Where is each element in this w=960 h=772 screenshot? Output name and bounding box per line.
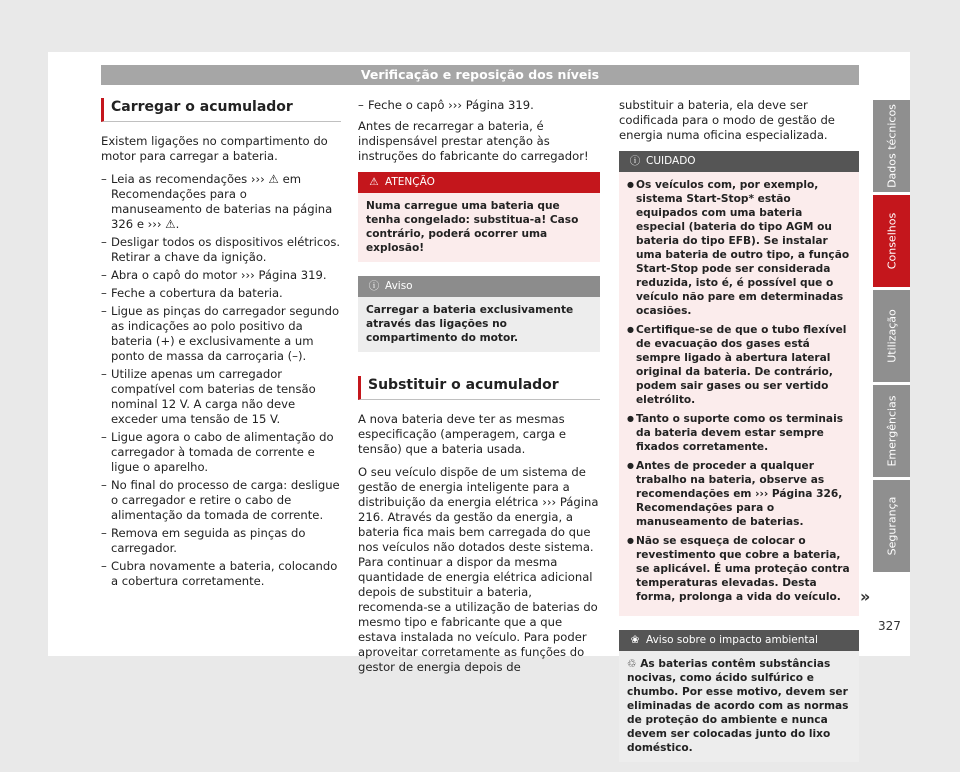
continue-mark: » (860, 587, 871, 606)
chapter-tabs (873, 100, 910, 575)
list-item: – Ligue as pinças do carregador segundo as indicações ao polo positivo da bateria (+) e exclusivamente a um ponto de massa da carroçaria (–). (101, 304, 341, 364)
caution-item: ● Antes de proceder a qualquer trabalho na bateria, observe as recomendações em ››› Página 326, Recomendações para o manuseamento de baterias. (627, 459, 851, 529)
intro-text: Existem ligações no compartimento do motor para carregar a bateria. (101, 134, 328, 163)
section-title-replace: Substituir o acumulador (358, 376, 600, 400)
caution-item: ● Certifique-se de que o tubo flexível de evacuação dos gases está sempre ligado à abertura lateral original da bateria. De contrário, podem sair gases ou ser vertido eletrólito. (627, 323, 851, 407)
caution-box (619, 151, 859, 616)
list-item: – Remova em seguida as pinças do carregador. (101, 526, 341, 556)
notice-header (358, 276, 600, 297)
tab-label: Conselhos (885, 212, 898, 270)
list-item: – Abra o capô do motor ››› Página 319. (101, 268, 341, 283)
column-1 (101, 98, 341, 592)
list-item: – Feche a cobertura da bateria. (101, 286, 341, 301)
caution-title: CUIDADO (646, 155, 696, 167)
column-3 (619, 98, 859, 772)
page-number: 327 (878, 619, 901, 633)
caution-item: ● Os veículos com, por exemplo, sistema Start-Stop* estão equipados com uma bateria especial (bateria do tipo AGM ou bateria do tipo EFB). Se instalar uma bateria de outro tipo, a função Start-Stop pode ser considerada reduzida, isto é, é possível que o veículo não pare em determinadas ocasiões. (627, 178, 851, 318)
caution-item: ● Não se esqueça de colocar o revestimento que cobre a bateria, se aplicável. É uma proteção contra temperaturas elevadas. Desta forma, prolonga a vida do veículo. (627, 534, 851, 604)
caution-icon: ⓘ (629, 155, 641, 167)
column-2 (358, 98, 600, 683)
section-title-charge: Carregar o acumulador (101, 98, 341, 122)
tab-label: Utilização (885, 309, 898, 363)
list-item: – Cubra novamente a bateria, colocando a cobertura corretamente. (101, 559, 341, 589)
environment-text (619, 651, 859, 762)
info-icon: ⓘ (368, 280, 380, 292)
tab-emergencias[interactable] (873, 385, 910, 477)
list-item: – Feche o capô ››› Página 319. (358, 98, 600, 113)
caution-header (619, 151, 859, 172)
list-item: – Leia as recomendações ››› ⚠ em Recomendações para o manuseamento de baterias na página 326 e ››› ⚠. (101, 172, 341, 232)
tab-utilizacao[interactable] (873, 290, 910, 382)
environment-header (619, 630, 859, 651)
tab-label: Segurança (885, 496, 898, 556)
tab-label: Dados técnicos (885, 104, 898, 188)
paragraph: O seu veículo dispõe de um sistema de gestão de energia inteligente para a distribuição da energia elétrica ››› Página 216. Através da gestão da energia, a bateria fica mais bem carregada do que nos veículos não dotados deste sistema. Para continuar a dispor da mesma quantidade de energia elétrica adicional depois de substituir a bateria, recomenda-se a utilização de baterias do mesmo tipo e fabricante que a que estava instalada no veículo. Para poder aproveitar corretamente as funções do gestor de energia depois de (358, 465, 599, 674)
recycle-icon: ♲ (627, 658, 641, 670)
paragraph: substituir a bateria, ela deve ser codificada para o modo de gestão de energia numa oficina especializada. (619, 98, 835, 142)
warning-header (358, 172, 600, 193)
tab-seguranca[interactable] (873, 480, 910, 572)
environment-box (619, 630, 859, 762)
tab-conselhos[interactable] (873, 195, 910, 287)
warning-text: Numa carregue uma bateria que tenha congelado: substitua-a! Caso contrário, poderá ocorrer uma explosão! (366, 200, 579, 254)
environment-title: Aviso sobre o impacto ambiental (646, 634, 818, 646)
caution-body (619, 172, 859, 616)
leaf-icon: ❀ (630, 634, 640, 646)
paragraph: A nova bateria deve ter as mesmas especificação (amperagem, carga e tensão) que a bateria usada. (358, 412, 567, 456)
list-item: – No final do processo de carga: desligue o carregador e retire o cabo de alimentação da tomada de corrente. (101, 478, 341, 523)
notice-box (358, 276, 600, 352)
list-item: – Desligar todos os dispositivos elétricos. Retirar a chave da ignição. (101, 235, 341, 265)
list-item: – Ligue agora o cabo de alimentação do carregador à tomada de corrente e ligue o aparelho. (101, 430, 341, 475)
warning-title: ATENÇÃO (385, 176, 435, 188)
list-item: – Utilize apenas um carregador compatível com baterias de tensão nominal 12 V. A carga não deve exceder uma tensão de 15 V. (101, 367, 341, 427)
tab-label: Emergências (885, 395, 898, 467)
page-header: Verificação e reposição dos níveis (101, 65, 859, 85)
notice-text: Carregar a bateria exclusivamente através das ligações no compartimento do motor. (366, 304, 574, 344)
environment-text-body: As baterias contêm substâncias nocivas, como ácido sulfúrico e chumbo. Por esse motivo, devem ser eliminadas de acordo com as normas de proteção do ambiente e nunca devem ser colocadas junto do lixo doméstico. (627, 658, 849, 754)
warning-box (358, 172, 600, 262)
tab-dados-tecnicos[interactable] (873, 100, 910, 192)
warning-icon: ⚠ (369, 176, 379, 188)
caution-item: ● Tanto o suporte como os terminais da bateria devem estar sempre fixados corretamente. (627, 412, 851, 454)
notice-title: Aviso (385, 280, 413, 292)
paragraph: Antes de recarregar a bateria, é indispensável prestar atenção às instruções do fabricante do carregador! (358, 119, 589, 163)
